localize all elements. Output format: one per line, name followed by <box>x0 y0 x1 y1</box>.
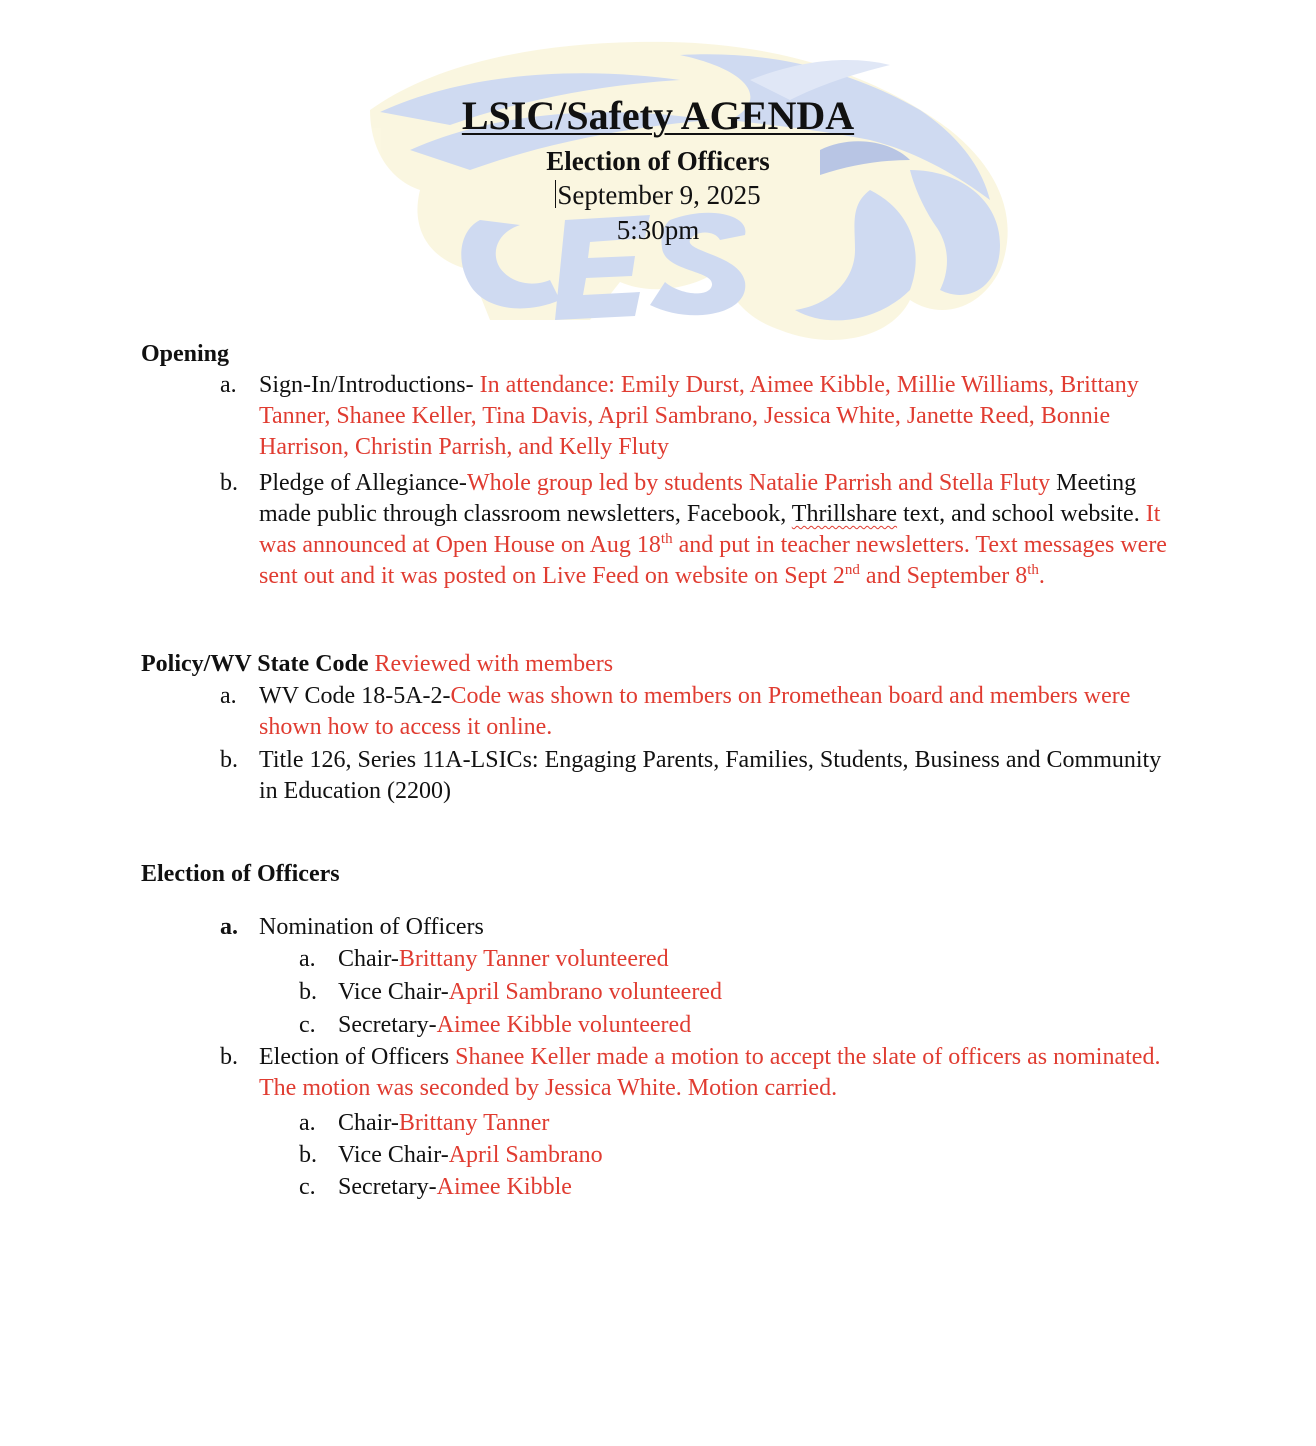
list-item-text <box>338 944 1178 975</box>
page-subtitle: Election of Officers <box>546 146 770 176</box>
announcement-part-2: and put in teacher newsletters. Text messages were sent out and it was posted on Live Feed on website on Sept 2 <box>259 532 1167 589</box>
superscript: th <box>660 531 673 547</box>
list-marker: b. <box>299 1142 317 1168</box>
list-item-text <box>338 977 1178 1008</box>
list-item-text <box>259 681 1179 743</box>
list-marker: b. <box>220 747 238 773</box>
volunteer-note: Brittany Tanner volunteered <box>398 946 669 972</box>
list-item-text <box>338 1172 1178 1203</box>
superscript: th <box>1027 562 1039 578</box>
announcement-part-4: . <box>1038 563 1045 589</box>
code-note: Code was shown to members on Promethean board and members were shown how to access it online. <box>259 683 1131 740</box>
item-label: Vice Chair- <box>338 979 449 1005</box>
list-marker: c. <box>299 1012 316 1038</box>
list-marker: a. <box>299 946 316 972</box>
superscript: nd <box>844 562 860 578</box>
announcement-part-3: and September 8 <box>859 563 1028 589</box>
item-label: Secretary- <box>338 1012 437 1038</box>
item-label: Chair- <box>338 1110 399 1136</box>
list-marker: a. <box>220 683 237 709</box>
list-item-text <box>338 1140 1178 1171</box>
officer-name: Aimee Kibble <box>436 1174 572 1200</box>
item-label: Sign-In/Introductions- <box>259 372 480 398</box>
list-item <box>220 468 1180 628</box>
item-label: Election of Officers <box>259 1044 456 1070</box>
officer-name: April Sambrano <box>448 1142 603 1168</box>
item-label: Chair- <box>338 946 399 972</box>
page-title: LSIC/Safety AGENDA <box>461 93 855 138</box>
list-item-text <box>259 370 1179 463</box>
misspelled-word: Thrillshare <box>791 501 898 527</box>
policy-note: Reviewed with members <box>368 651 614 677</box>
officer-name: Brittany Tanner <box>398 1110 550 1136</box>
list-item-text: Nomination of Officers <box>259 914 484 940</box>
list-item-text <box>338 1010 1178 1041</box>
list-marker: a. <box>220 372 237 398</box>
list-item-text <box>259 468 1179 592</box>
meeting-date <box>0 180 1316 211</box>
list-item <box>220 370 1180 470</box>
list-marker: b. <box>220 1044 238 1070</box>
public-notice-text: Meeting made public through classroom newsletters, Facebook, <box>259 470 1137 527</box>
election-heading: Election of Officers <box>141 861 340 887</box>
list-item <box>220 1042 1180 1106</box>
list-item-text <box>338 1108 1178 1139</box>
policy-heading <box>141 651 613 678</box>
list-marker: b. <box>220 470 238 496</box>
announcement-part-1: It was announced at Open House on Aug 18 <box>259 501 1161 558</box>
list-marker: a. <box>299 1110 316 1136</box>
list-marker: c. <box>299 1174 316 1200</box>
volunteer-note: April Sambrano volunteered <box>448 979 722 1005</box>
attendance-note: In attendance: Emily Durst, Aimee Kibble, Millie Williams, Brittany Tanner, Shanee Keller, Tina Davis, April Sambrano, Jessica White, Janette Reed, Bonnie Harrison, Christin Parrish, and Kelly Fluty <box>259 372 1139 460</box>
item-label: Secretary- <box>338 1174 437 1200</box>
list-item-text <box>259 1042 1179 1104</box>
policy-heading-text: Policy/WV State Code <box>141 651 369 677</box>
list-item <box>220 745 1180 809</box>
opening-heading: Opening <box>141 341 230 367</box>
pledge-note: Whole group led by students Natalie Parrish and Stella Fluty <box>466 470 1051 496</box>
item-label: WV Code 18-5A-2- <box>259 683 451 709</box>
public-notice-text-2: text, and school website. <box>897 501 1146 527</box>
item-label: Pledge of Allegiance- <box>259 470 467 496</box>
list-item <box>220 681 1180 745</box>
meeting-time: 5:30pm <box>616 215 700 245</box>
list-marker: b. <box>299 979 317 1005</box>
motion-note: Shanee Keller made a motion to accept the slate of officers as nominated. The motion was seconded by Jessica White. Motion carried. <box>259 1044 1161 1101</box>
volunteer-note: Aimee Kibble volunteered <box>436 1012 692 1038</box>
list-item-text: Title 126, Series 11A-LSICs: Engaging Parents, Families, Students, Business and Community in Education (2200) <box>259 747 1162 804</box>
list-marker: a. <box>220 914 238 940</box>
meeting-date-text: September 9, 2025 <box>557 180 761 210</box>
item-label: Vice Chair- <box>338 1142 449 1168</box>
